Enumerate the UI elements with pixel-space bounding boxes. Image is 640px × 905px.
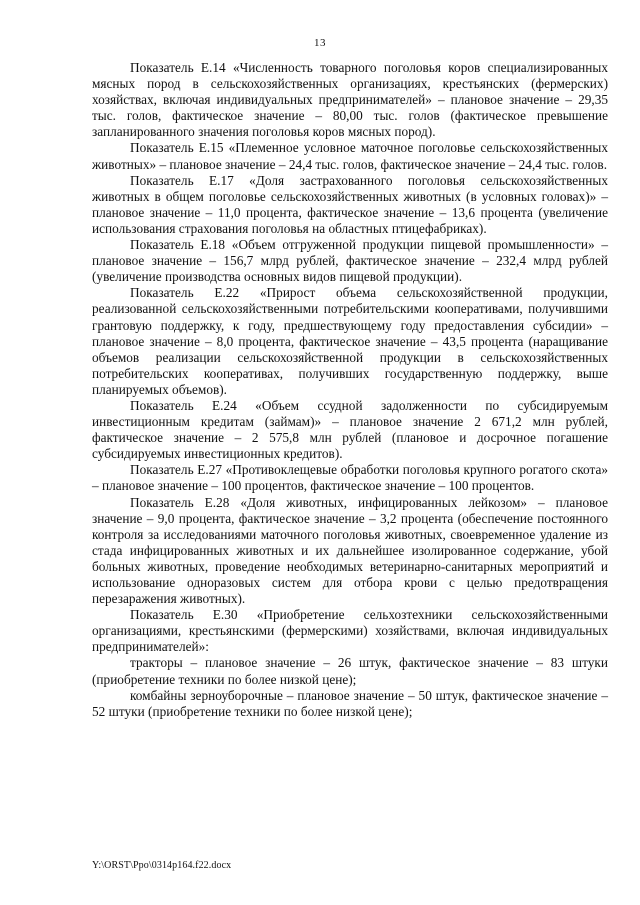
paragraph-combines: комбайны зерноуборочные – плановое значение – 50 штук, фактическое значение – 52 штуки (приобретение техники по более низкой цене); <box>92 687 608 719</box>
paragraph-e30: Показатель Е.30 «Приобретение сельхозтехники сельскохозяйственными организациями, крестьянскими (фермерскими) хозяйствами, включая индивидуальных предпринимателей»: <box>92 607 608 655</box>
page-number: 13 <box>314 37 326 49</box>
footer-file-path: Y:\ORST\Ppo\0314p164.f22.docx <box>92 860 232 871</box>
paragraph-e24: Показатель Е.24 «Объем ссудной задолженности по субсидируемым инвестиционным кредитам (займам)» – плановое значение 2 671,2 млн рублей, фактическое значение – 2 575,8 млн рублей (плановое и досрочное погашение субсидируемых инвестиционных кредитов). <box>92 397 608 462</box>
paragraph-e27: Показатель Е.27 «Противоклещевые обработки поголовья крупного рогатого скота» – плановое значение – 100 процентов, фактическое значение – 100 процентов. <box>92 462 608 494</box>
paragraph-e28: Показатель Е.28 «Доля животных, инфицированных лейкозом» – плановое значение – 9,0 процента, фактическое значение – 3,2 процента (обеспечение постоянного контроля за исследованиями маточного поголовья животных, своевременное удаление из стада инфицированных животных и их дальнейшее изолированное содержание, убой больных животных, проведение необходимых ветеринарно-санитарных мероприятий и использование одноразовых систем для отбора крови с целью предотвращения перезаражения животных). <box>92 494 608 607</box>
paragraph-e15: Показатель Е.15 «Племенное условное маточное поголовье сельскохозяйственных животных» – плановое значение – 24,4 тыс. голов, фактическое значение – 24,4 тыс. голов. <box>92 140 608 172</box>
paragraph-tractors: тракторы – плановое значение – 26 штук, фактическое значение – 83 штуки (приобретение техники по более низкой цене); <box>92 655 608 687</box>
paragraph-e14: Показатель Е.14 «Численность товарного поголовья коров специализированных мясных пород в сельскохозяйственных организациях, крестьянских (фермерских) хозяйствах, включая индивидуальных предпринимателей» – плановое значение – 29,35 тыс. голов, фактическое значение – 80,00 тыс. голов (фактическое превышение запланированного значения поголовья коров мясных пород). <box>92 60 608 140</box>
paragraph-e22: Показатель Е.22 «Прирост объема сельскохозяйственной продукции, реализованной сельскохозяйственными потребительскими кооперативами, получившими грантовую поддержку, к году, предшествующему году предоставления субсидии» – плановое значение – 8,0 процента, фактическое значение – 43,5 процента (наращивание объемов реализации сельскохозяйственной продукции в сельскохозяйственных потребительских кооперативах, получивших государственную поддержку, выше планируемых объемов). <box>92 285 608 397</box>
paragraph-e18: Показатель Е.18 «Объем отгруженной продукции пищевой промышленности» – плановое значение – 156,7 млрд рублей, фактическое значение – 232,4 млрд рублей (увеличение производства основных видов пищевой продукции). <box>92 237 608 285</box>
document-body <box>92 60 608 720</box>
paragraph-e17: Показатель Е.17 «Доля застрахованного поголовья сельскохозяйственных животных в общем поголовье сельскохозяйственных животных (в условных головах)» – плановое значение – 11,0 процента, фактическое значение – 13,6 процента (увеличение использования страхования поголовья на областных птицефабриках). <box>92 172 608 236</box>
